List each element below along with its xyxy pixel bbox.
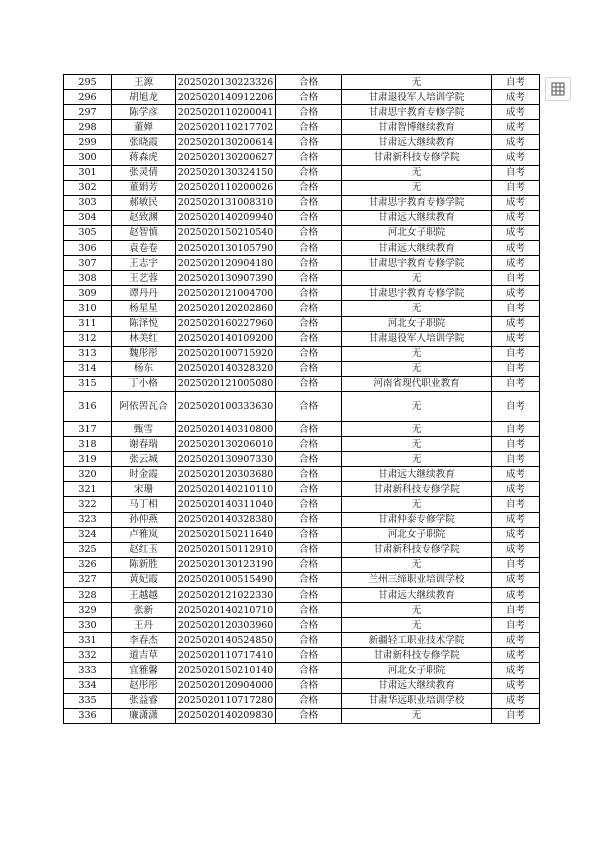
cell-name: 陈学彦 [112,105,176,120]
cell-institution: 甘肃新科技专修学院 [342,150,492,165]
cell-exam-type: 成考 [492,316,540,331]
cell-name: 陈新胜 [112,557,176,572]
cell-institution: 无 [342,497,492,512]
results-table-body [64,75,540,724]
cell-exam-type: 成考 [492,482,540,497]
cell-result: 合格 [276,105,342,120]
cell-name: 张云城 [112,452,176,467]
cell-exam-id: 2025020100515490 [176,572,276,587]
cell-institution: 无 [342,301,492,316]
cell-number: 318 [64,437,112,452]
cell-institution: 甘肃远大继续教育 [342,467,492,482]
cell-result: 合格 [276,286,342,301]
cell-exam-type: 成考 [492,286,540,301]
cell-exam-id: 2025020110217702 [176,120,276,135]
cell-result: 合格 [276,225,342,240]
table-row [64,316,540,331]
cell-number: 311 [64,316,112,331]
table-row [64,376,540,391]
table-row [64,391,540,421]
table-row [64,210,540,225]
cell-institution: 甘肃新科技专修学院 [342,648,492,663]
cell-exam-id: 2025020140328380 [176,512,276,527]
table-row [64,180,540,195]
cell-name: 甄雪 [112,421,176,436]
cell-result: 合格 [276,180,342,195]
cell-number: 321 [64,482,112,497]
cell-result: 合格 [276,256,342,271]
cell-exam-type: 自考 [492,557,540,572]
cell-exam-id: 2025020120303960 [176,618,276,633]
cell-institution: 甘肃退役军人培训学院 [342,90,492,105]
cell-name: 杨星星 [112,301,176,316]
cell-institution: 无 [342,557,492,572]
cell-exam-id: 2025020140912206 [176,90,276,105]
cell-number: 314 [64,361,112,376]
cell-number: 310 [64,301,112,316]
cell-number: 334 [64,678,112,693]
cell-result: 合格 [276,316,342,331]
cell-result: 合格 [276,557,342,572]
cell-name: 宜雅馨 [112,663,176,678]
cell-exam-type: 成考 [492,105,540,120]
cell-exam-type: 成考 [492,633,540,648]
cell-institution: 甘肃退役军人培训学院 [342,331,492,346]
cell-exam-type: 成考 [492,512,540,527]
cell-name: 赵致渊 [112,210,176,225]
cell-name: 赵彤彤 [112,678,176,693]
cell-number: 319 [64,452,112,467]
cell-exam-type: 自考 [492,75,540,90]
cell-institution: 甘肃远大继续教育 [342,210,492,225]
cell-number: 304 [64,210,112,225]
cell-result: 合格 [276,512,342,527]
cell-result: 合格 [276,120,342,135]
cell-institution: 无 [342,75,492,90]
cell-exam-type: 成考 [492,225,540,240]
table-row [64,693,540,708]
cell-institution: 无 [342,165,492,180]
cell-exam-type: 成考 [492,241,540,256]
cell-number: 296 [64,90,112,105]
cell-exam-id: 2025020130223326 [176,75,276,90]
cell-exam-type: 成考 [492,693,540,708]
cell-result: 合格 [276,648,342,663]
cell-institution: 甘肃远大继续教育 [342,135,492,150]
cell-exam-type: 成考 [492,588,540,603]
cell-name: 张灵倩 [112,165,176,180]
cell-institution: 无 [342,346,492,361]
cell-name: 赵红玉 [112,542,176,557]
cell-exam-id: 2025020131008310 [176,195,276,210]
cell-name: 宋珊 [112,482,176,497]
cell-number: 295 [64,75,112,90]
table-row [64,301,540,316]
cell-number: 306 [64,241,112,256]
cell-exam-type: 自考 [492,271,540,286]
cell-result: 合格 [276,633,342,648]
cell-result: 合格 [276,663,342,678]
cell-result: 合格 [276,708,342,723]
cell-institution: 甘肃仲泰专修学院 [342,512,492,527]
cell-name: 魏彤彤 [112,346,176,361]
cell-exam-type: 自考 [492,708,540,723]
table-row [64,90,540,105]
cell-result: 合格 [276,241,342,256]
cell-name: 郝敏民 [112,195,176,210]
cell-result: 合格 [276,437,342,452]
cell-result: 合格 [276,195,342,210]
cell-exam-id: 2025020100333630 [176,391,276,421]
cell-number: 313 [64,346,112,361]
cell-name: 王源 [112,75,176,90]
cell-exam-type: 成考 [492,256,540,271]
cell-result: 合格 [276,497,342,512]
cell-exam-type: 成考 [492,663,540,678]
cell-name: 张益睿 [112,693,176,708]
grid-view-icon [551,82,565,96]
table-row [64,271,540,286]
cell-result: 合格 [276,527,342,542]
cell-number: 331 [64,633,112,648]
table-row [64,497,540,512]
table-row [64,135,540,150]
cell-name: 王越越 [112,588,176,603]
table-row [64,256,540,271]
cell-name: 杨东 [112,361,176,376]
cell-exam-id: 2025020120904180 [176,256,276,271]
cell-name: 王志宇 [112,256,176,271]
cell-result: 合格 [276,391,342,421]
results-table [63,74,540,724]
table-row [64,708,540,723]
cell-exam-id: 2025020150211640 [176,527,276,542]
cell-exam-type: 自考 [492,361,540,376]
cell-exam-type: 成考 [492,90,540,105]
cell-number: 324 [64,527,112,542]
cell-name: 张新 [112,603,176,618]
table-row [64,241,540,256]
cell-exam-type: 自考 [492,165,540,180]
cell-exam-id: 2025020120202860 [176,301,276,316]
table-row [64,572,540,587]
cell-number: 323 [64,512,112,527]
cell-number: 325 [64,542,112,557]
cell-result: 合格 [276,693,342,708]
cell-number: 301 [64,165,112,180]
side-toolbar-button[interactable] [545,77,571,101]
cell-name: 马丁相 [112,497,176,512]
cell-institution: 甘肃华远职业培训学校 [342,693,492,708]
cell-exam-type: 自考 [492,301,540,316]
cell-number: 303 [64,195,112,210]
cell-exam-id: 2025020110200026 [176,180,276,195]
table-row [64,542,540,557]
cell-exam-id: 2025020120904000 [176,678,276,693]
cell-result: 合格 [276,542,342,557]
cell-exam-id: 2025020140328320 [176,361,276,376]
table-row [64,633,540,648]
cell-exam-type: 自考 [492,497,540,512]
cell-result: 合格 [276,678,342,693]
table-row [64,421,540,436]
cell-name: 袁卷卷 [112,241,176,256]
cell-institution: 无 [342,603,492,618]
cell-exam-id: 2025020150210140 [176,663,276,678]
cell-exam-type: 成考 [492,150,540,165]
cell-result: 合格 [276,135,342,150]
cell-result: 合格 [276,331,342,346]
cell-institution: 河北女子职院 [342,225,492,240]
cell-number: 300 [64,150,112,165]
table-row [64,663,540,678]
cell-result: 合格 [276,361,342,376]
cell-institution: 河南省现代职业教育 [342,376,492,391]
cell-name: 李春杰 [112,633,176,648]
cell-institution: 无 [342,391,492,421]
cell-number: 322 [64,497,112,512]
cell-number: 299 [64,135,112,150]
cell-name: 谢春瑞 [112,437,176,452]
table-row [64,678,540,693]
cell-exam-id: 2025020160227960 [176,316,276,331]
table-row [64,331,540,346]
cell-number: 302 [64,180,112,195]
cell-exam-id: 2025020110717410 [176,648,276,663]
cell-number: 315 [64,376,112,391]
cell-exam-id: 2025020150210540 [176,225,276,240]
cell-exam-id: 2025020121004700 [176,286,276,301]
cell-exam-id: 2025020140210710 [176,603,276,618]
cell-number: 309 [64,286,112,301]
cell-result: 合格 [276,572,342,587]
cell-result: 合格 [276,467,342,482]
table-row [64,452,540,467]
cell-number: 308 [64,271,112,286]
cell-number: 336 [64,708,112,723]
table-row [64,512,540,527]
cell-result: 合格 [276,482,342,497]
cell-name: 廉潇潇 [112,708,176,723]
table-row [64,286,540,301]
cell-exam-type: 自考 [492,452,540,467]
cell-institution: 无 [342,361,492,376]
cell-number: 316 [64,391,112,421]
cell-exam-type: 成考 [492,678,540,693]
table-row [64,482,540,497]
cell-institution: 河北女子职院 [342,316,492,331]
cell-exam-type: 成考 [492,572,540,587]
cell-exam-id: 2025020130200614 [176,135,276,150]
cell-number: 333 [64,663,112,678]
cell-exam-id: 2025020140210110 [176,482,276,497]
cell-name: 王艺蓉 [112,271,176,286]
cell-result: 合格 [276,210,342,225]
cell-institution: 新疆轻工职业技术学院 [342,633,492,648]
cell-result: 合格 [276,301,342,316]
cell-name: 谭丹丹 [112,286,176,301]
cell-institution: 甘肃远大继续教育 [342,241,492,256]
cell-number: 332 [64,648,112,663]
cell-result: 合格 [276,588,342,603]
cell-number: 330 [64,618,112,633]
cell-exam-id: 2025020130206010 [176,437,276,452]
cell-exam-type: 成考 [492,467,540,482]
cell-number: 320 [64,467,112,482]
cell-exam-id: 2025020140310800 [176,421,276,436]
cell-name: 董婵 [112,120,176,135]
table-row [64,361,540,376]
table-row [64,648,540,663]
cell-exam-id: 2025020140209940 [176,210,276,225]
cell-exam-type: 成考 [492,331,540,346]
cell-exam-type: 自考 [492,376,540,391]
table-row [64,346,540,361]
cell-institution: 甘肃远大继续教育 [342,678,492,693]
cell-result: 合格 [276,376,342,391]
cell-institution: 无 [342,708,492,723]
cell-exam-id: 2025020130123190 [176,557,276,572]
cell-exam-type: 成考 [492,195,540,210]
cell-exam-type: 成考 [492,120,540,135]
cell-exam-type: 成考 [492,210,540,225]
table-row [64,120,540,135]
cell-institution: 甘肃思宇教育专修学院 [342,105,492,120]
cell-result: 合格 [276,603,342,618]
cell-name: 阿依罟瓦合 [112,391,176,421]
cell-result: 合格 [276,150,342,165]
cell-exam-id: 2025020130200627 [176,150,276,165]
cell-institution: 河北女子职院 [342,663,492,678]
table-row [64,195,540,210]
table-row [64,618,540,633]
cell-exam-type: 成考 [492,527,540,542]
cell-institution: 无 [342,618,492,633]
table-row [64,527,540,542]
table-row [64,150,540,165]
cell-institution: 无 [342,437,492,452]
cell-exam-id: 2025020110717280 [176,693,276,708]
cell-number: 305 [64,225,112,240]
cell-institution: 无 [342,452,492,467]
table-row [64,165,540,180]
cell-name: 时金霞 [112,467,176,482]
cell-exam-type: 自考 [492,437,540,452]
cell-institution: 甘肃新科技专修学院 [342,482,492,497]
cell-name: 董娟芳 [112,180,176,195]
cell-exam-type: 自考 [492,421,540,436]
cell-exam-type: 自考 [492,603,540,618]
cell-exam-id: 2025020130907390 [176,271,276,286]
cell-exam-type: 自考 [492,346,540,361]
cell-result: 合格 [276,346,342,361]
cell-exam-type: 自考 [492,618,540,633]
cell-exam-id: 2025020130907330 [176,452,276,467]
cell-institution: 甘肃远大继续教育 [342,588,492,603]
cell-exam-id: 2025020150112910 [176,542,276,557]
cell-exam-id: 2025020140311040 [176,497,276,512]
cell-institution: 河北女子职院 [342,527,492,542]
table-row [64,588,540,603]
cell-name: 胡旭龙 [112,90,176,105]
cell-institution: 甘肃思宇教育专修学院 [342,286,492,301]
cell-name: 卢雅岚 [112,527,176,542]
cell-exam-id: 2025020130105790 [176,241,276,256]
cell-exam-type: 成考 [492,135,540,150]
table-row [64,105,540,120]
cell-exam-id: 2025020140109200 [176,331,276,346]
cell-institution: 甘肃智博继续教育 [342,120,492,135]
cell-number: 312 [64,331,112,346]
cell-exam-id: 2025020130324150 [176,165,276,180]
cell-exam-type: 自考 [492,391,540,421]
cell-name: 孙仲燕 [112,512,176,527]
cell-result: 合格 [276,165,342,180]
cell-name: 道吉草 [112,648,176,663]
cell-name: 林美红 [112,331,176,346]
cell-exam-id: 2025020140524850 [176,633,276,648]
cell-institution: 甘肃思宇教育专修学院 [342,256,492,271]
cell-number: 328 [64,588,112,603]
table-row [64,225,540,240]
table-row [64,467,540,482]
cell-exam-id: 2025020100715920 [176,346,276,361]
cell-exam-type: 成考 [492,648,540,663]
cell-exam-type: 成考 [492,542,540,557]
cell-institution: 甘肃新科技专修学院 [342,542,492,557]
cell-name: 张晓霞 [112,135,176,150]
cell-exam-id: 2025020140209830 [176,708,276,723]
cell-name: 陈泽悦 [112,316,176,331]
cell-name: 赵智慎 [112,225,176,240]
cell-number: 297 [64,105,112,120]
cell-result: 合格 [276,90,342,105]
cell-result: 合格 [276,618,342,633]
table-row [64,75,540,90]
table-row [64,437,540,452]
table-row [64,603,540,618]
cell-exam-id: 2025020120303680 [176,467,276,482]
cell-institution: 兰州三缔职业培训学校 [342,572,492,587]
cell-institution: 无 [342,271,492,286]
cell-number: 307 [64,256,112,271]
cell-name: 蒋森虎 [112,150,176,165]
cell-name: 丁小格 [112,376,176,391]
cell-number: 326 [64,557,112,572]
cell-name: 黄妃霞 [112,572,176,587]
cell-number: 335 [64,693,112,708]
cell-number: 317 [64,421,112,436]
cell-result: 合格 [276,75,342,90]
table-row [64,557,540,572]
cell-exam-id: 2025020121022330 [176,588,276,603]
cell-number: 329 [64,603,112,618]
cell-result: 合格 [276,271,342,286]
cell-result: 合格 [276,421,342,436]
cell-exam-id: 2025020121005080 [176,376,276,391]
cell-number: 298 [64,120,112,135]
cell-exam-id: 2025020110200041 [176,105,276,120]
cell-number: 327 [64,572,112,587]
cell-name: 王丹 [112,618,176,633]
cell-exam-type: 自考 [492,180,540,195]
cell-institution: 无 [342,421,492,436]
cell-institution: 无 [342,180,492,195]
cell-institution: 甘肃思宇教育专修学院 [342,195,492,210]
cell-result: 合格 [276,452,342,467]
